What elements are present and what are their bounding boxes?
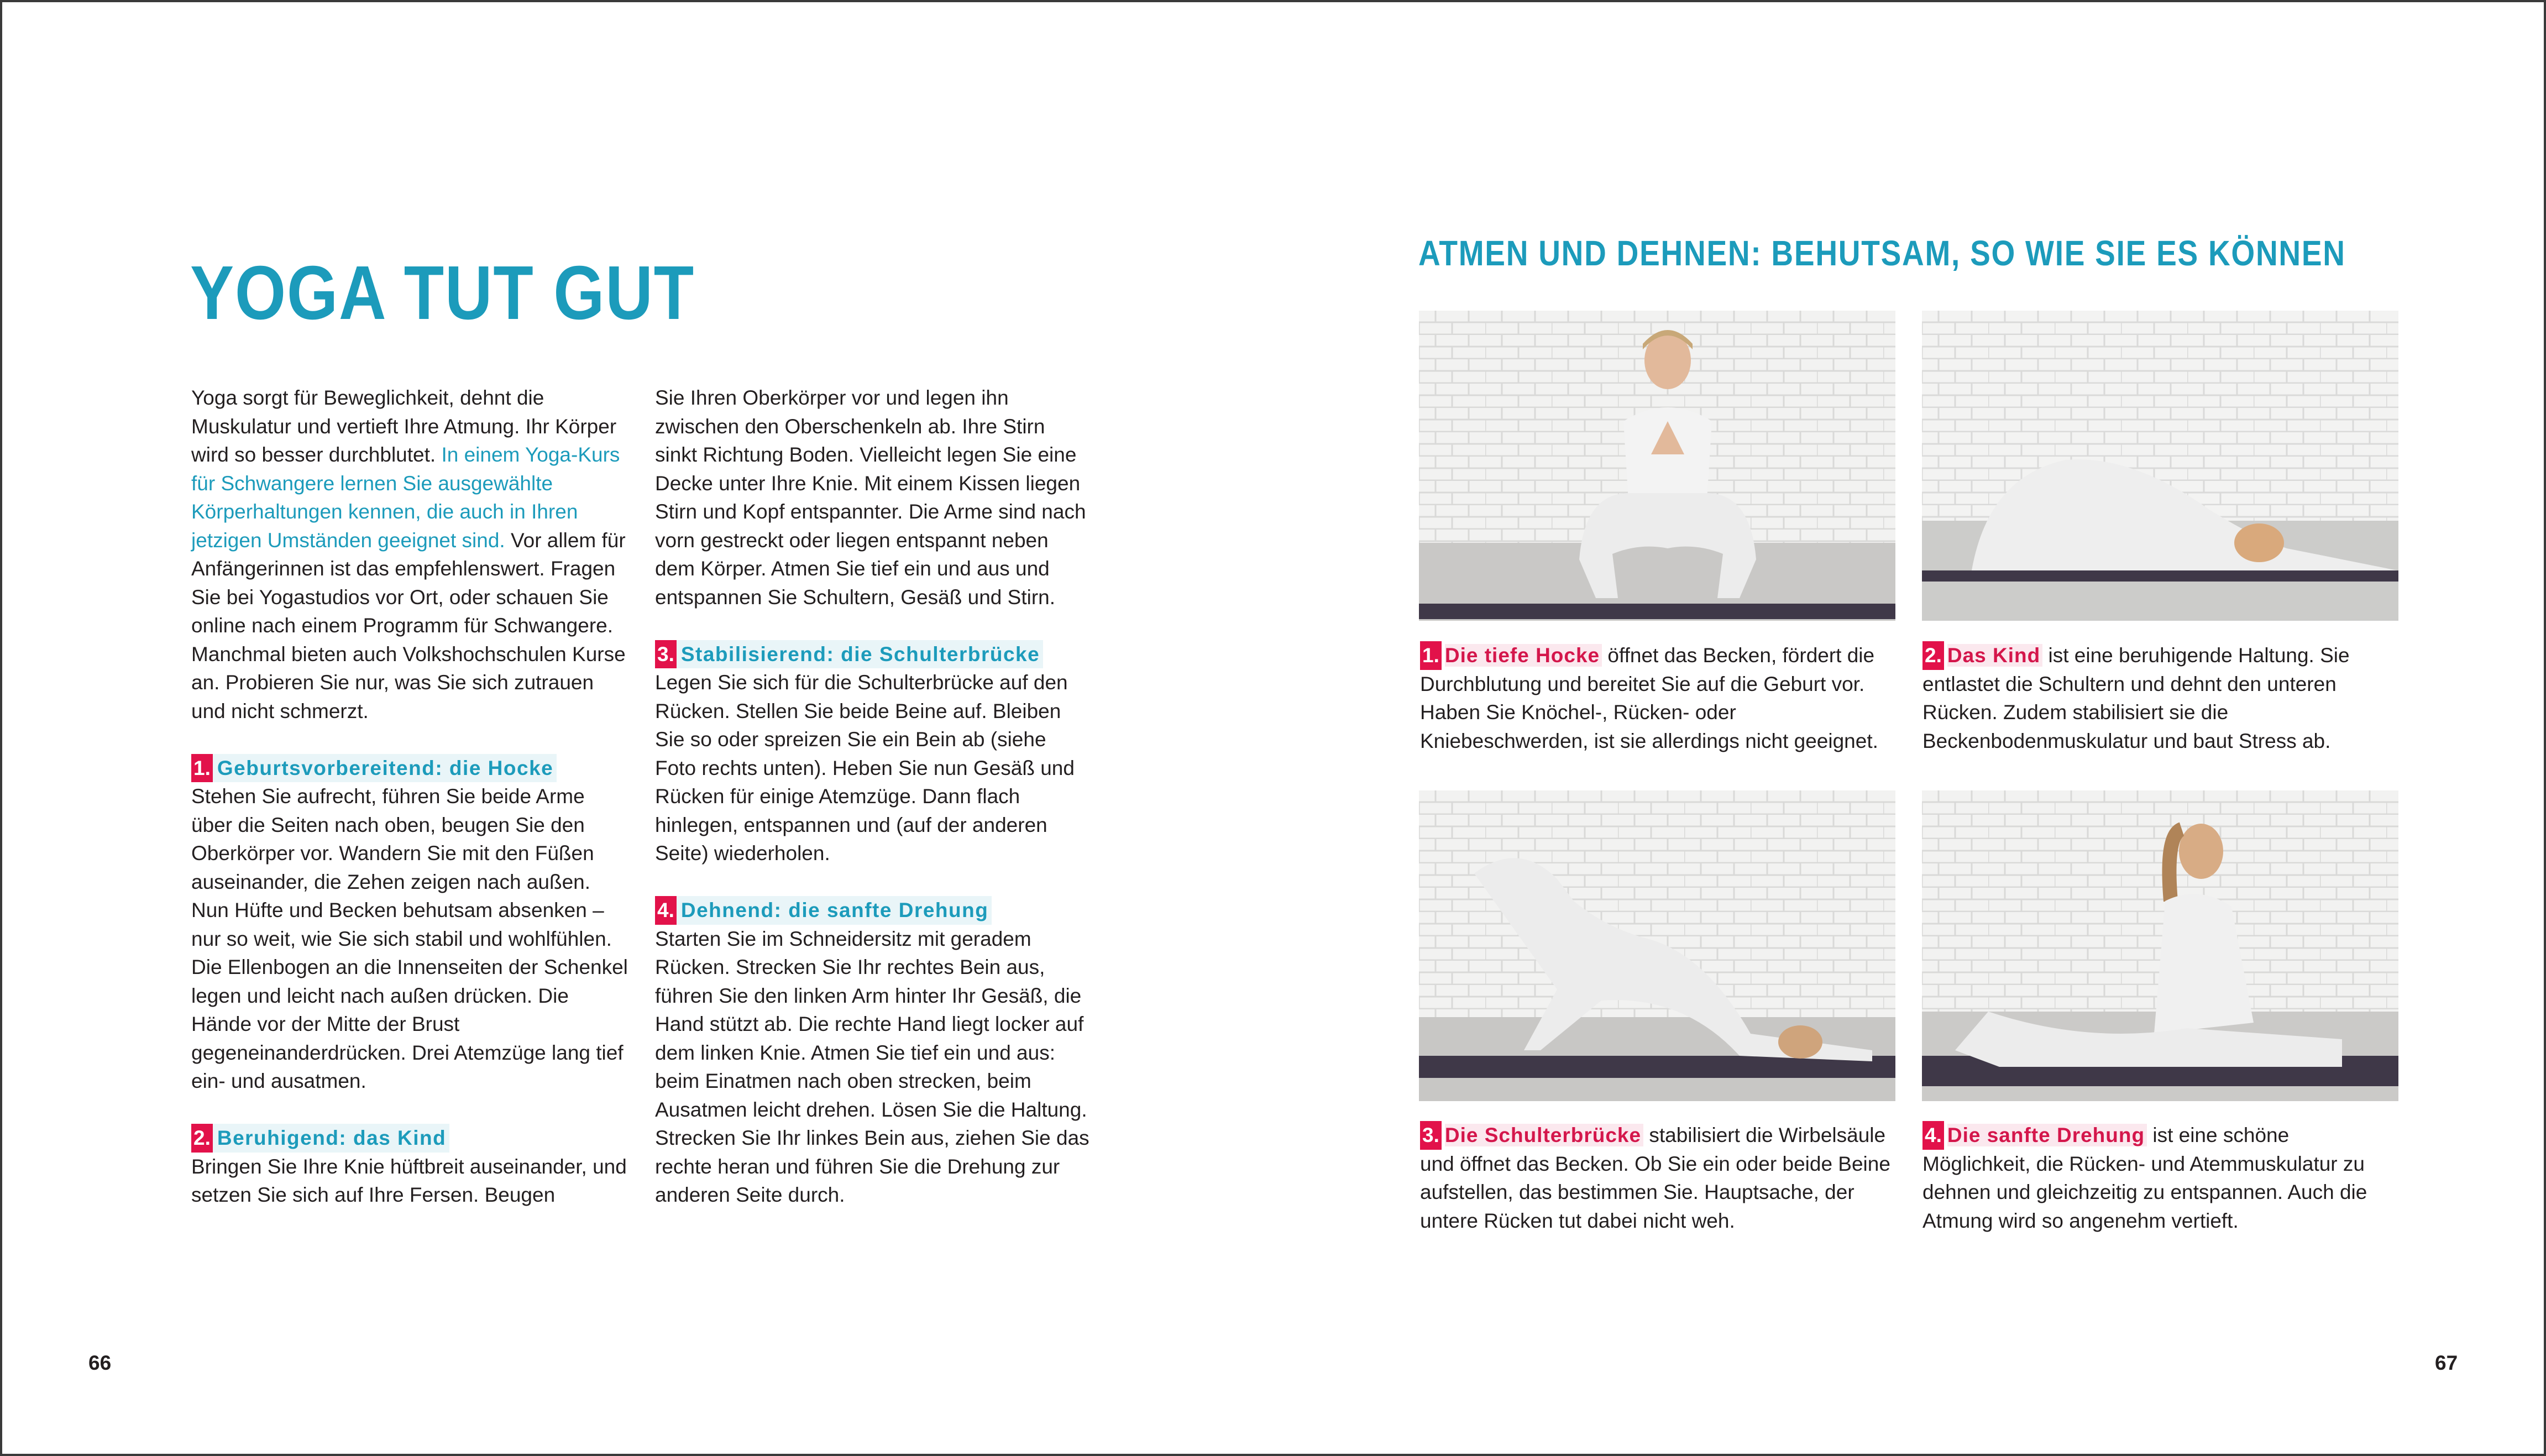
caption-4 <box>1922 1121 2399 1235</box>
exercise-heading-text: Dehnend: die sanfte Drehung <box>680 899 989 921</box>
exercise-heading-text: Stabilisierend: die Schulterbrücke <box>680 642 1040 666</box>
photo-shoulder-bridge-illustration <box>1419 790 1895 1101</box>
exercise-4 <box>655 896 1092 1209</box>
caption-number-badge: 4. <box>1922 1121 1944 1150</box>
caption-text: ist eine schöne Möglichkeit, die Rücken- und Atemmuskulatur zu dehnen und gleichzeitig zu entspannen. Auch die Atmung wird so angenehm vertieft. <box>1922 1124 2367 1232</box>
caption-heading: Die sanfte Drehung <box>1947 1124 2147 1146</box>
exercise-1 <box>191 754 628 1096</box>
caption-number-badge: 2. <box>1922 641 1944 670</box>
exercise-text-continuation: Sie Ihren Oberkörper vor und legen ihn zwischen den Oberschenkeln ab. Ihre Stirn sinkt Richtung Boden. Vielleicht legen Sie eine Decke unter Ihre Knie. Mit einem Kissen liegen Stirn und Kopf entspannter. Die Arme sind nach vorn gestreckt oder liegen entspannt neben dem Körper. Atmen Sie tief ein und aus und entspannen Sie Schultern, Gesäß und Stirn. <box>655 386 1086 609</box>
intro-highlight: In einem Yoga-Kurs für Schwangere lernen Sie ausgewählte Körperhaltungen kennen, die auch in Ihren jetzigen Umständen geeignet sind. <box>191 443 620 552</box>
caption-heading: Die Schulterbrücke <box>1445 1124 1643 1146</box>
caption-text: stabilisiert die Wirbelsäule und öffnet das Becken. Ob Sie ein oder beide Beine aufstellen, das bestimmen Sie. Hauptsache, der untere Rücken tut dabei nicht weh. <box>1420 1124 1890 1232</box>
exercise-text: Stehen Sie aufrecht, führen Sie beide Arme über die Seiten nach oben, beugen Sie den Oberkörper vor. Wandern Sie mit den Füßen auseinander, die Zehen zeigen nach außen. Nun Hüfte und Becken behutsam absenken – nur so weit, wie Sie sich stabil und wohlfühlen. Die Ellenbogen an die Innenseiten der Schenkel legen und leicht nach außen drücken. Die Hände vor der Mitte der Brust gegeneinanderdrücken. Drei Atemzüge lang tief ein- und ausatmen. <box>191 785 628 1092</box>
text-column-2 <box>655 384 1092 1209</box>
exercise-2-continued <box>655 384 1092 611</box>
page-title: YOGA TUT GUT <box>190 250 695 336</box>
photo-gentle-twist <box>1922 790 2398 1101</box>
exercise-2 <box>191 1124 628 1209</box>
exercise-heading <box>191 754 557 783</box>
caption-3 <box>1420 1121 1897 1235</box>
exercise-text-continued: Bringen Sie Ihre Knie hüftbreit auseinander, und setzen Sie sich auf Ihre Fersen. Beugen <box>191 1155 627 1206</box>
exercise-heading-text: Geburtsvorbereitend: die Hocke <box>217 756 554 779</box>
exercise-text: Legen Sie sich für die Schulterbrücke auf den Rücken. Stellen Sie beide Beine auf. Bleiben Sie so oder spreizen Sie ein Bein ab (siehe Foto rechts unten). Heben Sie nun Gesäß und Rücken für einige Atemzüge. Dann flach hinlegen, entspannen und (auf der anderen Seite) wiederholen. <box>655 671 1075 865</box>
photo-child-pose <box>1922 311 2398 621</box>
intro-lead: Yoga sorgt für Beweglichkeit, dehnt die Muskulatur und vertieft Ihre Atmung. Ihr Körper wird so besser durchblutet. <box>191 386 617 466</box>
intro-paragraph <box>191 384 628 725</box>
exercise-heading <box>655 896 992 925</box>
exercise-number-badge: 4. <box>655 896 677 925</box>
exercise-text: Starten Sie im Schneidersitz mit geradem Rücken. Strecken Sie Ihr rechtes Bein aus, führen Sie den linken Arm hinter Ihr Gesäß, die Hand stützt ab. Die rechte Hand liegt locker auf dem linken Knie. Atmen Sie tief ein und aus: beim Einatmen nach oben strecken, beim Ausatmen leicht drehen. Lösen Sie die Haltung. Strecken Sie Ihr linkes Bein aus, ziehen Sie das rechte heran und führen Sie die Drehung zur anderen Seite durch. <box>655 927 1089 1206</box>
exercise-number-badge: 3. <box>655 640 677 669</box>
caption-text: öffnet das Becken, fördert die Durchblutung und bereitet Sie auf die Geburt vor. Haben Sie Knöchel-, Rücken- oder Kniebeschwerden, ist sie allerdings nicht geeignet. <box>1420 644 1878 752</box>
exercise-number-badge: 2. <box>191 1124 213 1153</box>
page-number-right: 67 <box>2435 1352 2458 1374</box>
caption-heading: Die tiefe Hocke <box>1445 644 1602 667</box>
caption-1 <box>1420 641 1897 755</box>
photo-deep-squat-illustration <box>1419 311 1895 621</box>
text-column-1 <box>191 384 628 1209</box>
caption-2 <box>1922 641 2399 755</box>
section-title: ATMEN UND DEHNEN: BEHUTSAM, SO WIE SIE ES KÖNNEN <box>1418 233 2346 273</box>
exercise-3 <box>655 640 1092 868</box>
photo-deep-squat <box>1419 311 1895 621</box>
exercise-heading <box>191 1124 449 1153</box>
exercise-heading <box>655 640 1043 669</box>
page-number-left: 66 <box>88 1352 112 1374</box>
intro-rest: Vor allem für Anfängerinnen ist das empfehlenswert. Fragen Sie bei Yogastudios vor Ort, oder schauen Sie online nach einem Programm für Schwangere. Manchmal bieten auch Volkshochschulen Kurse an. Probieren Sie nur, was Sie sich zutrauen und nicht schmerzt. <box>191 528 626 722</box>
caption-number-badge: 1. <box>1420 641 1442 670</box>
caption-text: ist eine beruhigende Haltung. Sie entlastet die Schultern und dehnt den unteren Rücken. Zudem stabilisiert sie die Beckenbodenmuskulatur und baut Stress ab. <box>1922 644 2350 752</box>
photo-shoulder-bridge <box>1419 790 1895 1101</box>
exercise-heading-text: Beruhigend: das Kind <box>217 1127 447 1149</box>
photo-gentle-twist-illustration <box>1922 790 2398 1101</box>
caption-number-badge: 3. <box>1420 1121 1442 1150</box>
caption-heading: Das Kind <box>1947 644 2042 667</box>
exercise-number-badge: 1. <box>191 754 213 783</box>
photo-child-pose-illustration <box>1922 311 2398 621</box>
